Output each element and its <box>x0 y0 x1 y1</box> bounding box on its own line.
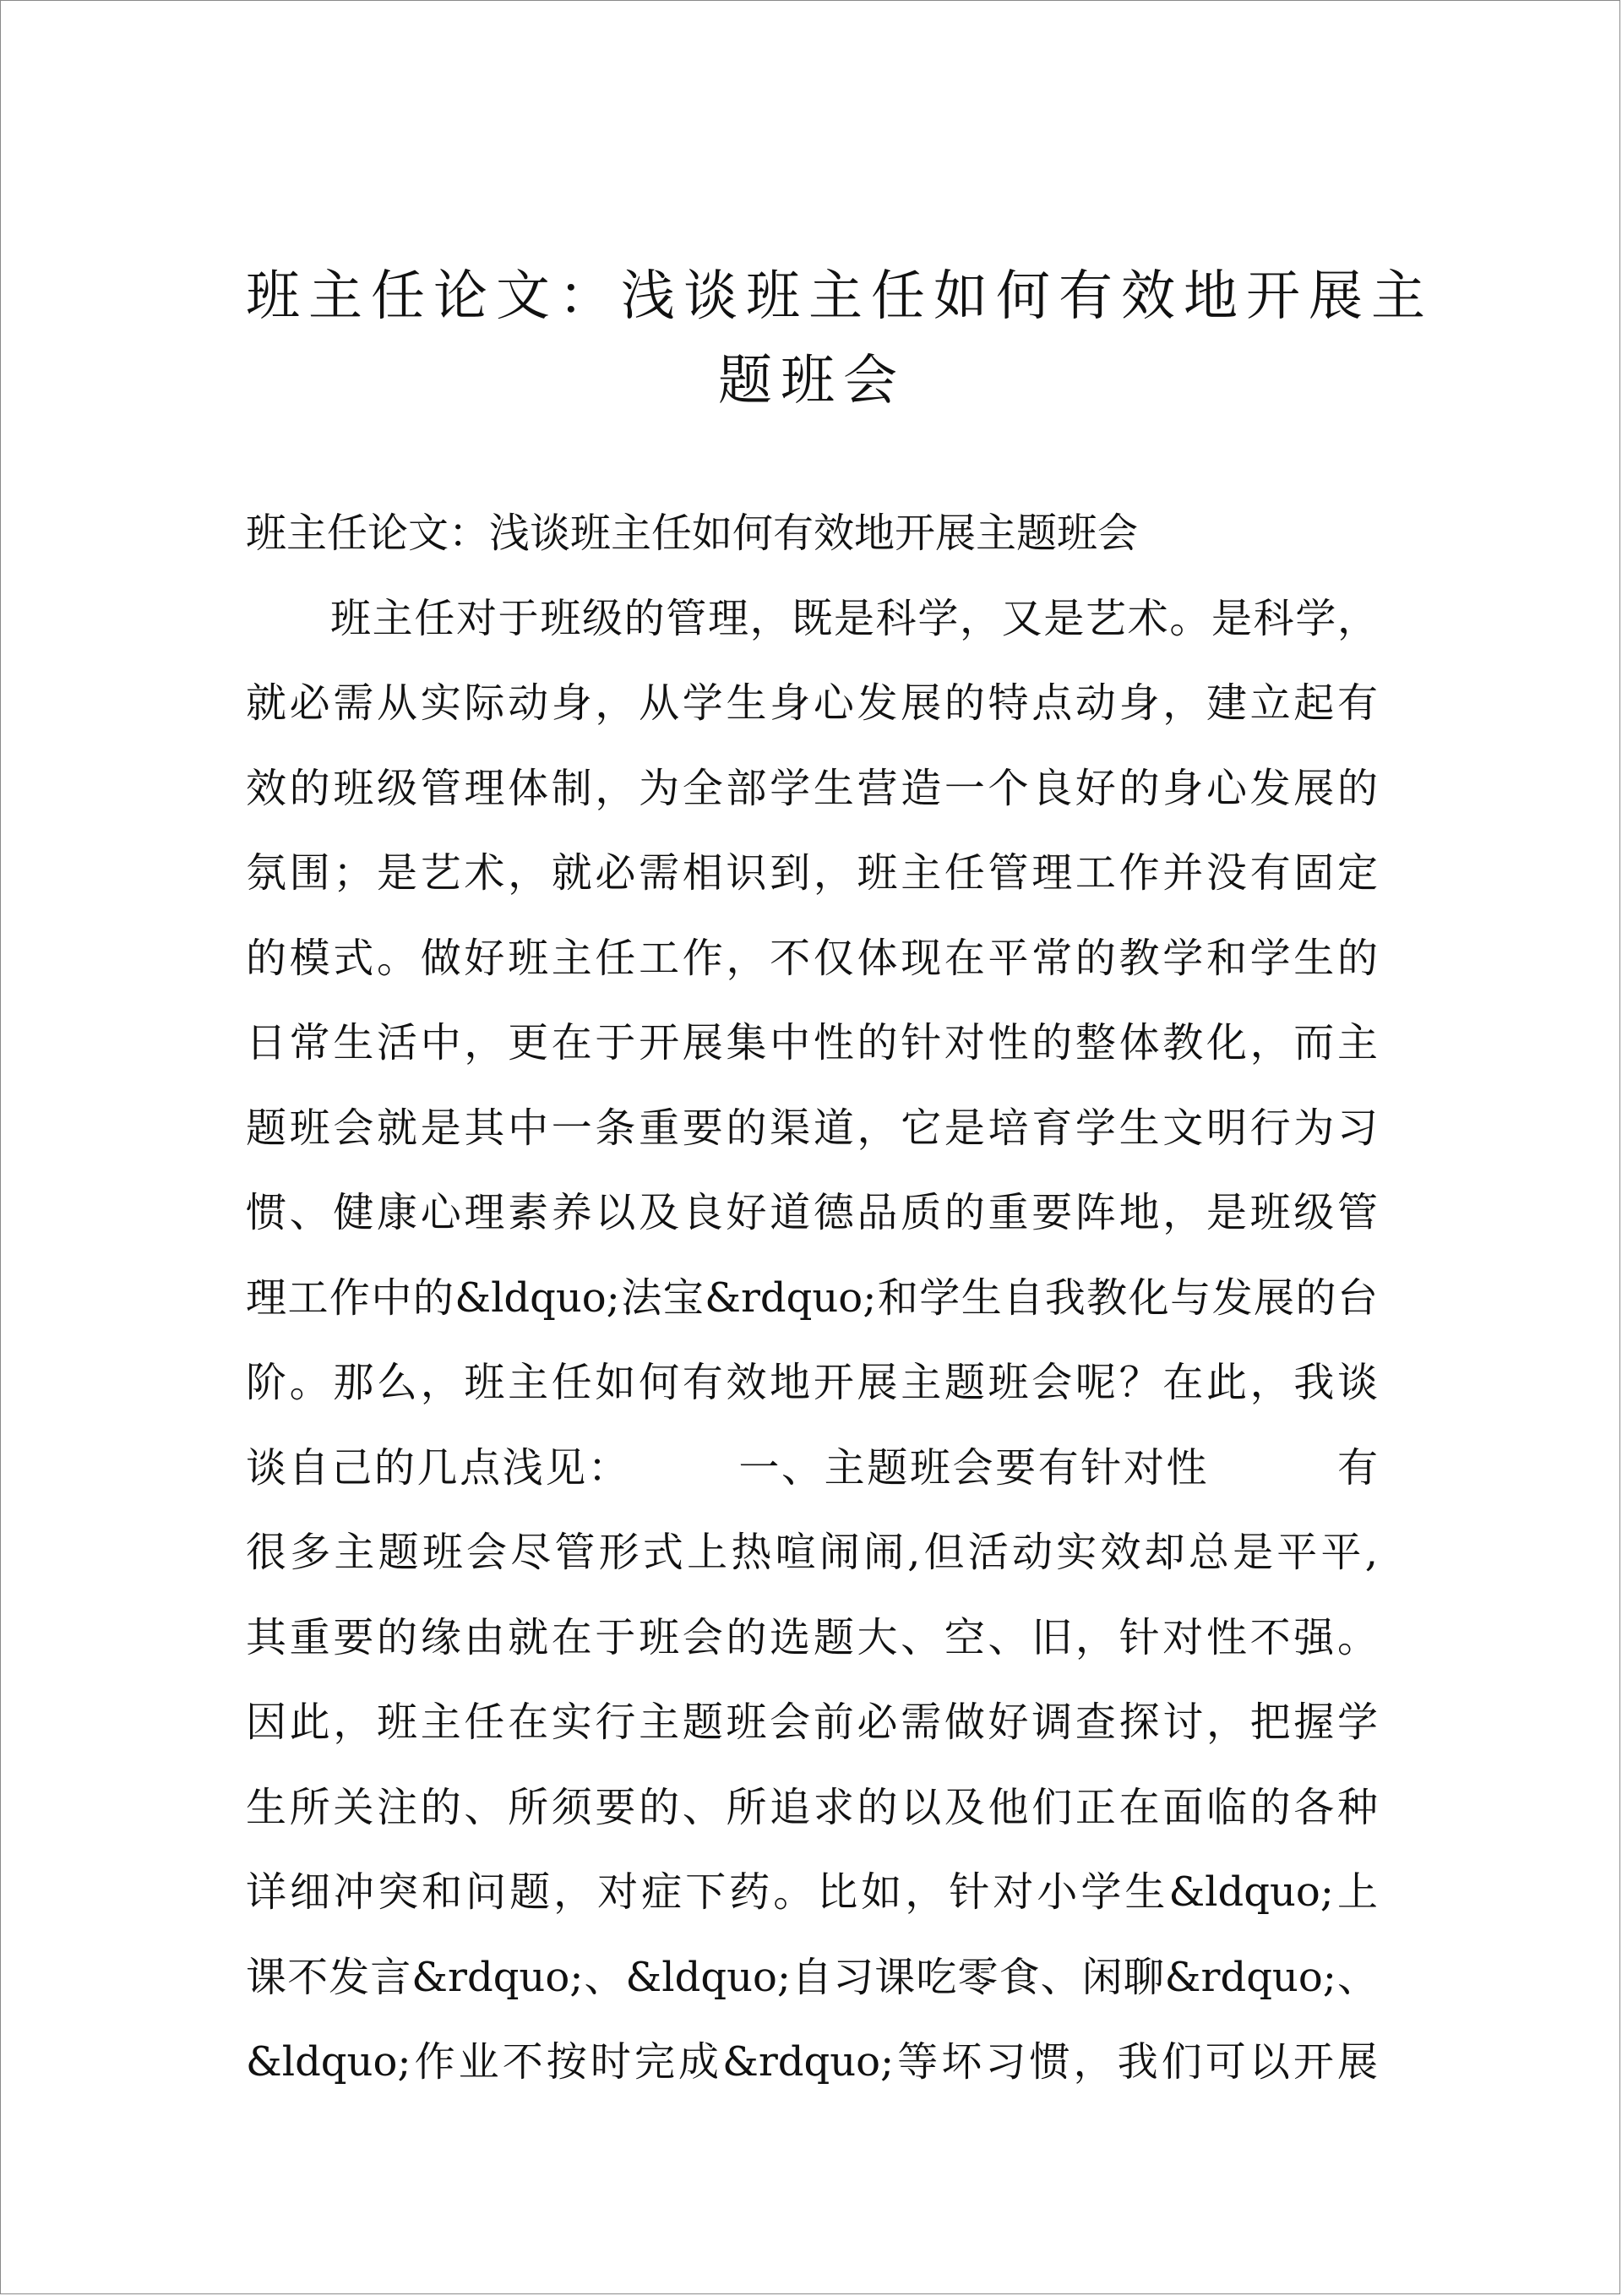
paragraph-line-4: 氛围；是艺术，就必需相识到，班主任管理工作并没有固定 <box>246 849 1378 897</box>
paragraph-line-12: 很多主题班会尽管形式上热喧闹闹,但活动实效却总是平平, <box>246 1529 1378 1576</box>
paragraph-line-8: 惯、健康心理素养以及良好道德品质的重要阵地，是班级管 <box>246 1189 1378 1236</box>
paragraph-line-18: &ldquo;作业不按时完成&rdquo;等坏习惯，我们可以开展 <box>246 2038 1378 2086</box>
paragraph-line-15: 生所关注的、所须要的、所追求的以及他们正在面临的各种 <box>246 1783 1378 1831</box>
document-body <box>246 491 1378 2105</box>
paragraph-line-1: 班主任对于班级的管理，既是科学，又是艺术。是科学， <box>330 594 1378 642</box>
paragraph-line-14: 因此，班主任在实行主题班会前必需做好调查探讨，把握学 <box>246 1699 1378 1746</box>
paragraph-line-13: 其重要的缘由就在于班会的选题大、空、旧，针对性不强。 <box>246 1613 1378 1661</box>
paragraph-line-11: 谈自己的几点浅见： 一、主题班会要有针对性 有 <box>246 1443 1378 1492</box>
paragraph-line-17: 课不发言&rdquo;、&ldquo;自习课吃零食、闲聊&rdquo;、 <box>246 1953 1378 2001</box>
paragraph-line-6: 日常生活中，更在于开展集中性的针对性的整体教化，而主 <box>246 1019 1378 1066</box>
paragraph-line-10: 阶。那么，班主任如何有效地开展主题班会呢？在此，我谈 <box>246 1359 1378 1406</box>
paragraph-line-9: 理工作中的&ldquo;法宝&rdquo;和学生自我教化与发展的台 <box>246 1273 1378 1322</box>
title-line-2: 题班会 <box>718 350 906 412</box>
paragraph-line-5: 的模式。做好班主任工作，不仅体现在平常的教学和学生的 <box>246 934 1378 982</box>
title-line-1: 班主任论文：浅谈班主任如何有效地开展主 <box>246 265 1434 328</box>
paragraph-line-7: 题班会就是其中一条重要的渠道，它是培育学生文明行为习 <box>246 1104 1378 1152</box>
subtitle-line: 班主任论文：浅谈班主任如何有效地开展主题班会 <box>246 510 1139 557</box>
paragraph-line-16: 详细冲突和问题，对症下药。比如，针对小学生&ldquo;上 <box>246 1868 1378 1916</box>
paragraph-line-3: 效的班级管理体制，为全部学生营造一个良好的身心发展的 <box>246 764 1378 812</box>
paragraph-line-2: 就必需从实际动身，从学生身心发展的特点动身，建立起有 <box>246 679 1378 727</box>
document-title <box>246 254 1434 423</box>
